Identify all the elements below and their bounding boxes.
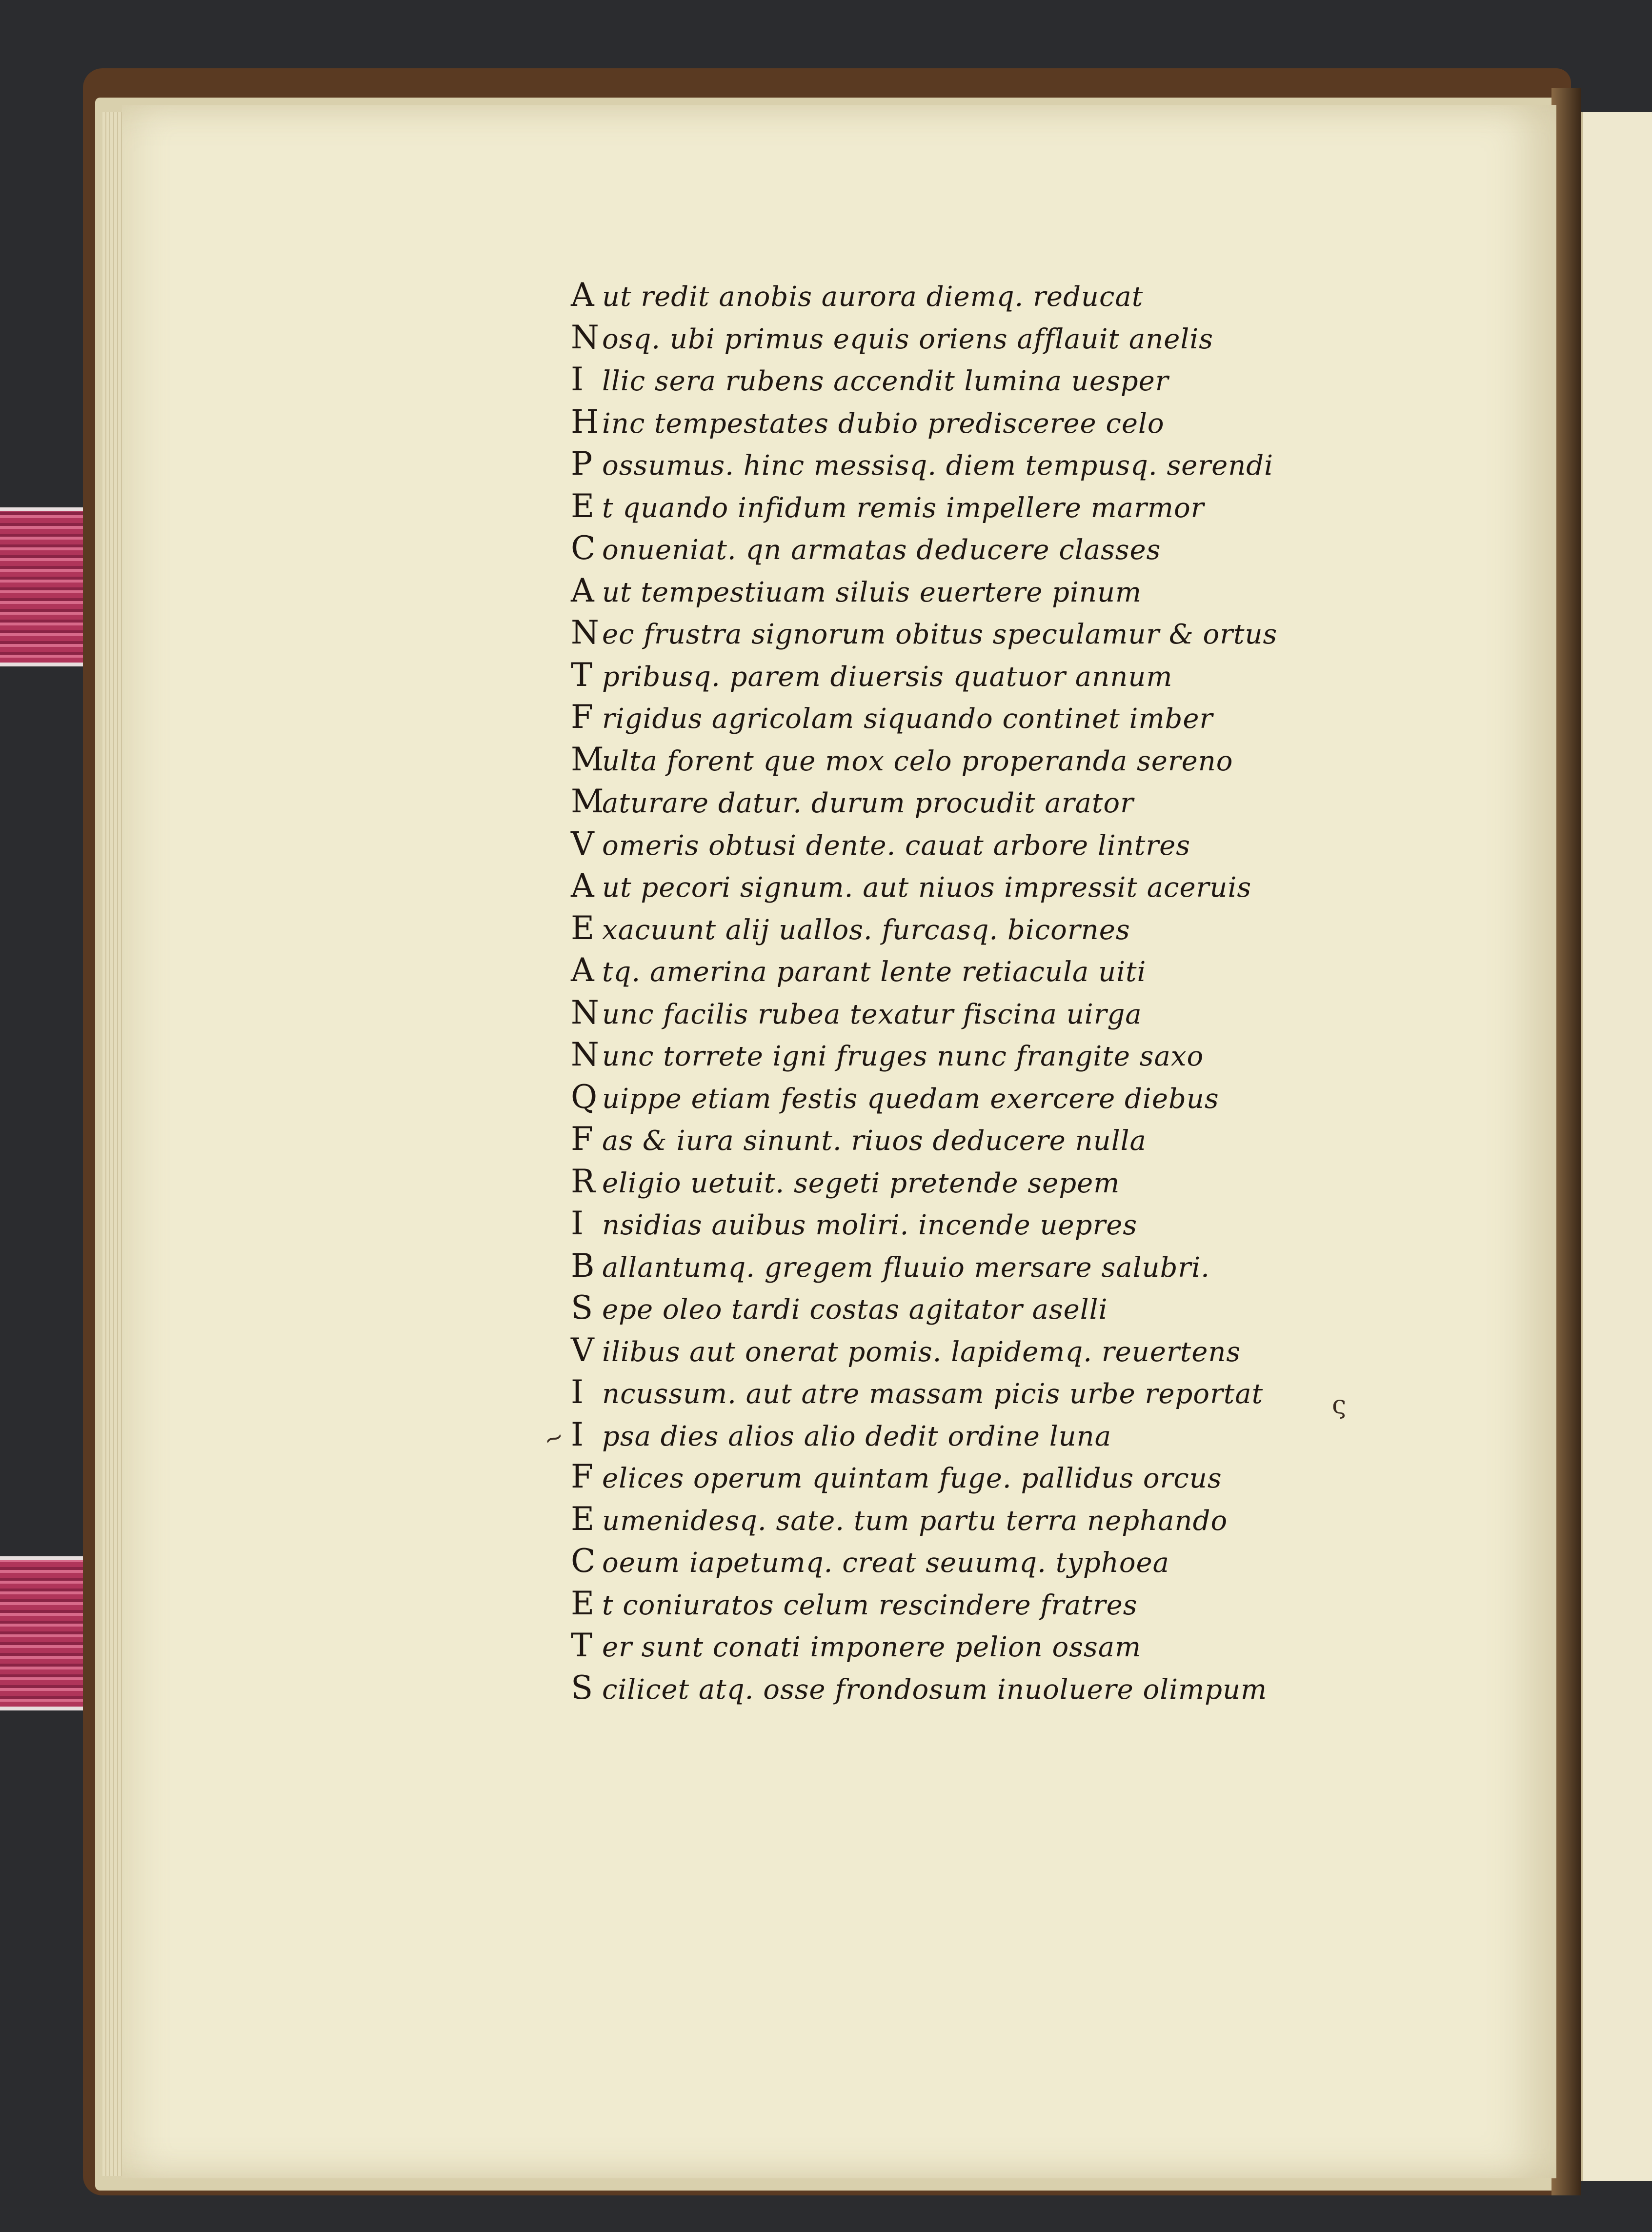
verse-text: ncussum. aut atre massam picis urbe reportat [602,1378,1264,1410]
verse-text: elices operum quintam fuge. pallidus orcus [602,1463,1222,1494]
verse-text: ilibus aut onerat pomis. lapidemq. reuertens [602,1336,1241,1368]
page-edges [102,112,122,2176]
verse-text: pribusq. parem diuersis quatuor annum [602,661,1173,693]
verse-initial: S [571,1289,594,1327]
verse-text: umenidesq. sate. tum partu terra nephando [602,1505,1228,1537]
verse-initial: V [571,824,595,863]
verse-line [571,1540,1390,1583]
fabric-tie-bottom [0,1556,83,1710]
verse-initial: E [571,1584,595,1622]
verse-line [571,865,1390,907]
verse-line [571,823,1390,865]
verse-line [571,1583,1390,1625]
verse-text: omeris obtusi dente. cauat arbore lintres [602,829,1191,862]
verse-line [571,1034,1390,1076]
verse-initial: N [571,318,600,356]
verse-text: eligio uetuit. segeti pretende sepem [602,1167,1120,1199]
verse-text: unc torrete igni fruges nunc frangite saxo [602,1041,1204,1072]
verse-text: llic sera rubens accendit lumina uesper [602,365,1169,397]
verse-text: as & iura sinunt. riuos deducere nulla [602,1125,1147,1157]
verse-line [571,1118,1390,1161]
verse-initial: I [571,1205,584,1242]
verse-text: inc tempestates dubio predisceree celo [602,407,1165,440]
verse-text: ulta forent que mox celo properanda sereno [602,745,1233,777]
verse-line [571,570,1390,612]
verse-initial: A [571,951,595,989]
verse-text: er sunt conati imponere pelion ossam [602,1631,1142,1663]
verse-text: osq. ubi primus equis oriens afflauit anelis [602,323,1213,355]
verse-initial: N [571,614,600,651]
verse-line [571,1625,1390,1667]
verse-line [571,527,1390,570]
verse-line [571,1287,1390,1329]
facing-page [1581,112,1652,2181]
verse-initial: I [571,1373,584,1411]
verse-text: t quando infidum remis impellere marmor [602,492,1205,524]
verse-line [571,654,1390,697]
verse-text: tq. amerina parant lente retiacula uiti [602,956,1147,988]
verse-initial: E [571,909,595,947]
verse-text: epe oleo tardi costas agitator aselli [602,1294,1108,1326]
verse-line [571,443,1390,485]
verse-line [571,907,1390,950]
verse-initial: C [571,1542,596,1580]
verse-line [571,1456,1390,1498]
verse-line [571,612,1390,654]
margin-annotation-right: ς [1332,1390,1347,1420]
verse-line [571,1329,1390,1372]
verse-line [571,992,1390,1034]
verse-initial: N [571,1036,600,1073]
verse-initial: R [571,1162,596,1200]
verse-text: onueniat. qn armatas deducere classes [602,534,1161,566]
verse-text: cilicet atq. osse frondosum inuoluere olimpum [602,1673,1268,1706]
verse-line [571,696,1390,739]
verse-line [571,1161,1390,1203]
verse-text: t coniuratos celum rescindere fratres [602,1589,1138,1621]
verse-initial: V [571,1331,595,1369]
verse-initial: M [571,740,604,778]
verse-line [571,781,1390,823]
verse-text: ut pecori signum. aut niuos impressit aceruis [602,872,1252,904]
verse-text: xacuunt alij uallos. furcasq. bicornes [602,914,1130,946]
verse-text: ec frustra signorum obitus speculamur & ortus [602,619,1278,650]
verse-initial: F [571,1120,594,1158]
verse-text: ut tempestiuam siluis euertere pinum [602,576,1142,608]
verse-initial: F [571,698,594,736]
verse-initial: C [571,529,596,567]
verse-line [571,1076,1390,1119]
verse-line [571,1203,1390,1245]
verse-line [571,317,1390,359]
verse-text: rigidus agricolam siquando continet imber [602,703,1213,735]
verse-initial: I [571,361,584,398]
verse-initial: E [571,487,595,525]
verse-initial: F [571,1458,594,1495]
fabric-tie-top [0,507,83,666]
verse-line [571,1667,1390,1709]
verse-line [571,401,1390,443]
verse-initial: M [571,783,604,820]
margin-annotation-left: ~ [540,1422,568,1455]
verse-text: uippe etiam festis quedam exercere diebus [602,1083,1219,1115]
verse-initial: Q [571,1078,598,1116]
verse-initial: A [571,276,595,314]
verse-initial: B [571,1247,595,1285]
verse-text: nsidias auibus moliri. incende uepres [602,1209,1138,1241]
verse-line [571,1245,1390,1287]
verse-initial: E [571,1500,595,1538]
verse-line [571,739,1390,781]
verse-initial: A [571,571,595,609]
verse-initial: H [571,402,600,441]
verse-text: ut redit anobis aurora diemq. reducat [602,281,1144,313]
verse-text: allantumq. gregem fluuio mersare salubri. [602,1251,1210,1284]
verse-initial: N [571,993,600,1031]
verse-text: ossumus. hinc messisq. diem tempusq. serendi [602,450,1274,482]
verse-line [571,1498,1390,1541]
verse-initial: A [571,867,595,905]
verse-line [571,1414,1390,1456]
verse-initial: T [571,656,593,694]
verse-initial: P [571,445,593,483]
verse-line [571,485,1390,528]
verse-line [571,1371,1390,1414]
verse-initial: S [571,1669,594,1707]
verse-text: psa dies alios alio dedit ordine luna [602,1420,1112,1452]
verse-initial: I [571,1415,584,1453]
verse-text: oeum iapetumq. creat seuumq. typhoea [602,1547,1170,1579]
verse-initial: T [571,1627,593,1664]
verse-text: aturare datur. durum procudit arator [602,787,1134,819]
verse-block [571,274,1390,1709]
verse-line [571,949,1390,992]
verse-line [571,274,1390,317]
verse-line [571,359,1390,401]
verse-text: unc facilis rubea texatur fiscina uirga [602,998,1142,1030]
